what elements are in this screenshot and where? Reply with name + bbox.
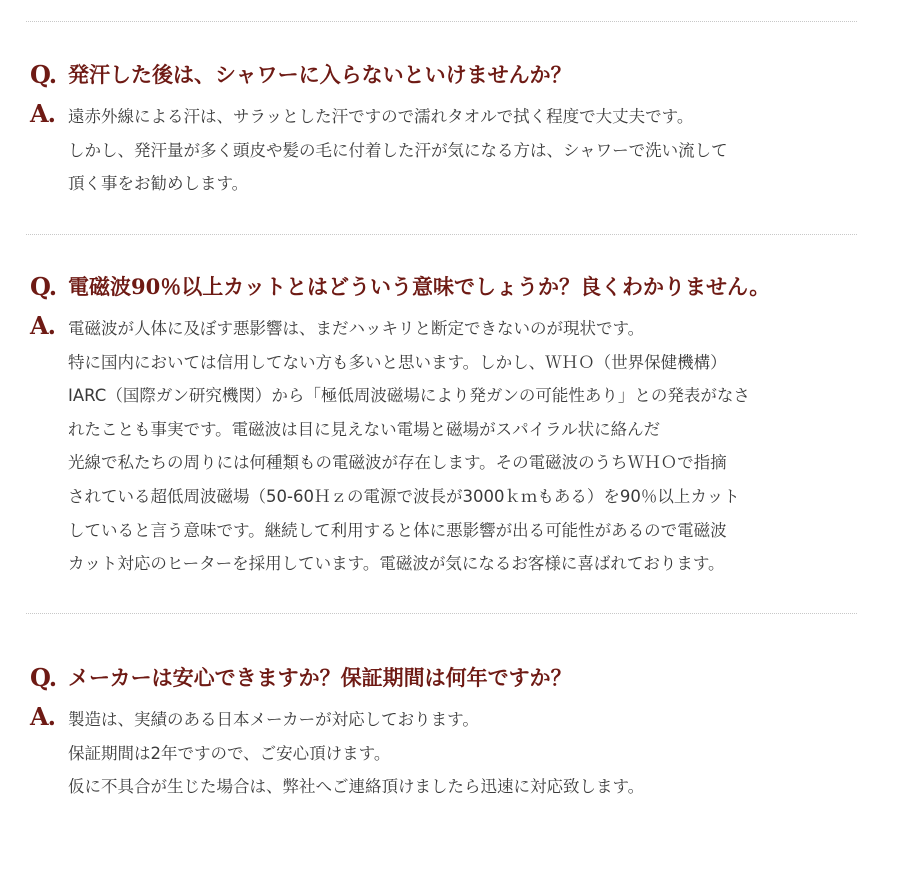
- faq-item: [0, 661, 900, 797]
- question-text: 発汗した後は、シャワーに入らないといけませんか？: [68, 62, 572, 87]
- answer-line: していると言う意味です。継続して利用すると体に悪影響が出る可能性があるので電磁波: [68, 520, 727, 540]
- question-row: [0, 270, 900, 304]
- question-marker: Q.: [30, 272, 57, 301]
- answer-line: しかし、発汗量が多く頭皮や髪の毛に付着した汗が気になる方は、シャワーで洗い流して: [68, 140, 728, 160]
- question-row: [0, 58, 900, 92]
- answer-line: れたことも事実です。電磁波は目に見えない電場と磁場がスパイラル状に絡んだ: [68, 419, 661, 439]
- question-text: メーカーは安心できますか？保証期間は何年ですか？: [68, 665, 572, 690]
- answer-text: [68, 703, 644, 804]
- question-marker: Q.: [30, 663, 57, 692]
- answer-line: カット対応のヒーターを採用しています。電磁波が気になるお客様に喜ばれております。: [68, 554, 725, 574]
- answer-marker: A.: [30, 702, 55, 731]
- question-text: 電磁波90％以上カットとはどういう意味でしょうか？良くわかりません。: [68, 274, 771, 299]
- answer-line: IARC（国際ガン研究機関）から「極低周波磁場により発ガンの可能性あり」との発表がなさ: [68, 386, 750, 406]
- answer-line: 特に国内においては信用してない方も多いと思います。しかし、ＷＨＯ（世界保健機構）: [68, 352, 727, 372]
- answer-marker: A.: [30, 311, 55, 340]
- faq-item: [0, 58, 900, 194]
- answer-line: 電磁波が人体に及ぼす悪影響は、まだハッキリと断定できないのが現状です。: [68, 319, 645, 338]
- answer-line: 頂く事をお勧めします。: [68, 174, 249, 194]
- question-marker: Q.: [30, 60, 57, 89]
- answer-line: されている超低周波磁場（50-60Ｈｚの電源で波長が3000ｋｍもある）を90％以上カット: [68, 486, 740, 506]
- question-row: [0, 661, 900, 695]
- answer-line: 仮に不具合が生じた場合は、弊社へご連絡頂けましたら迅速に対応致します。: [68, 777, 645, 797]
- answer-text: [68, 312, 750, 581]
- answer-line: 光線で私たちの周りには何種類もの電磁波が存在します。その電磁波のうちＷＨＯで指摘: [68, 453, 727, 473]
- section-divider: [26, 613, 857, 614]
- faq-item: [0, 270, 900, 574]
- answer-marker: A.: [30, 99, 55, 128]
- answer-line: 保証期間は2年ですので、ご安心頂けます。: [68, 743, 391, 763]
- answer-text: [68, 100, 728, 201]
- section-divider: [26, 234, 857, 235]
- answer-line: 製造は、実績のある日本メーカーが対応しております。: [68, 710, 479, 729]
- section-divider: [26, 21, 857, 22]
- answer-line: 遠赤外線による汗は、サラッとした汗ですので濡れタオルで拭く程度で大丈夫です。: [68, 107, 694, 126]
